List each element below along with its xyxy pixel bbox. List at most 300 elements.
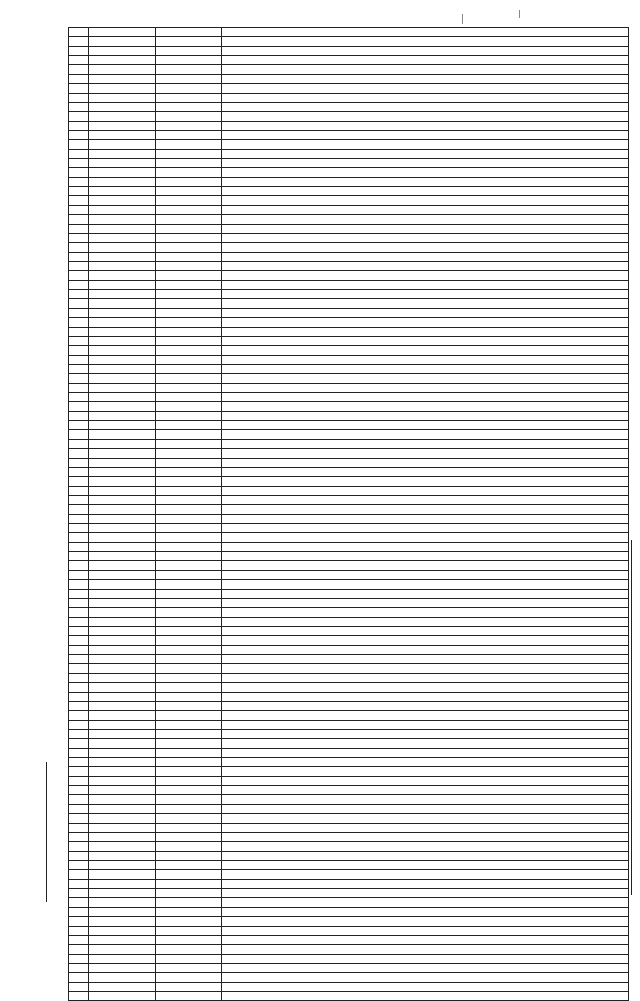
cadastral-number-cell <box>89 84 156 93</box>
cadastral-number-cell <box>156 252 222 261</box>
row-number-cell <box>69 860 89 869</box>
table-row <box>69 374 629 383</box>
cadastral-number-cell <box>156 739 222 748</box>
cadastral-number-cell <box>89 992 156 1001</box>
address-cell <box>222 598 629 607</box>
scan-edge-line <box>631 540 632 895</box>
row-number-cell <box>69 907 89 916</box>
cadastral-number-cell <box>89 720 156 729</box>
address-cell <box>222 860 629 869</box>
row-number-cell <box>69 842 89 851</box>
row-number-cell <box>69 617 89 626</box>
cadastral-number-cell <box>89 477 156 486</box>
row-number-cell <box>69 393 89 402</box>
cadastral-number-cell <box>156 907 222 916</box>
row-number-cell <box>69 112 89 121</box>
row-number-cell <box>69 870 89 879</box>
table-row <box>69 215 629 224</box>
row-number-cell <box>69 758 89 767</box>
address-cell <box>222 477 629 486</box>
cadastral-number-cell <box>89 851 156 860</box>
cadastral-number-cell <box>89 243 156 252</box>
row-number-cell <box>69 290 89 299</box>
row-number-cell <box>69 552 89 561</box>
address-cell <box>222 112 629 121</box>
table-row <box>69 655 629 664</box>
address-cell <box>222 233 629 242</box>
row-number-cell <box>69 168 89 177</box>
row-number-cell <box>69 720 89 729</box>
cadastral-number-cell <box>89 37 156 46</box>
address-cell <box>222 589 629 598</box>
row-number-cell <box>69 889 89 898</box>
table-row <box>69 608 629 617</box>
table-row <box>69 561 629 570</box>
row-number-cell <box>69 711 89 720</box>
row-number-cell <box>69 917 89 926</box>
cadastral-number-cell <box>156 149 222 158</box>
cadastral-number-cell <box>156 224 222 233</box>
cadastral-number-cell <box>89 842 156 851</box>
cadastral-number-cell <box>89 711 156 720</box>
row-number-cell <box>69 486 89 495</box>
cadastral-number-cell <box>89 290 156 299</box>
row-number-cell <box>69 935 89 944</box>
cadastral-number-cell <box>156 795 222 804</box>
address-cell <box>222 177 629 186</box>
cadastral-number-cell <box>89 168 156 177</box>
cadastral-number-cell <box>156 243 222 252</box>
cadastral-number-cell <box>89 56 156 65</box>
cadastral-number-cell <box>156 617 222 626</box>
table-row <box>69 514 629 523</box>
cadastral-number-cell <box>89 795 156 804</box>
address-cell <box>222 720 629 729</box>
cadastral-number-cell <box>156 711 222 720</box>
cadastral-number-cell <box>156 205 222 214</box>
table-row <box>69 786 629 795</box>
cadastral-number-cell <box>156 851 222 860</box>
row-number-cell <box>69 608 89 617</box>
cadastral-number-cell <box>156 945 222 954</box>
row-number-cell <box>69 421 89 430</box>
cadastral-number-cell <box>156 954 222 963</box>
row-number-cell <box>69 458 89 467</box>
cadastral-number-cell <box>156 383 222 392</box>
cadastral-number-cell <box>89 580 156 589</box>
address-cell <box>222 627 629 636</box>
cadastral-number-cell <box>89 346 156 355</box>
address-cell <box>222 889 629 898</box>
cadastral-number-cell <box>89 664 156 673</box>
address-cell <box>222 739 629 748</box>
table-row <box>69 552 629 561</box>
row-number-cell <box>69 187 89 196</box>
table-row <box>69 74 629 83</box>
table-row <box>69 205 629 214</box>
cadastral-number-cell <box>89 552 156 561</box>
cadastral-number-cell <box>156 196 222 205</box>
row-number-cell <box>69 299 89 308</box>
address-cell <box>222 374 629 383</box>
cadastral-number-cell <box>89 739 156 748</box>
table-row <box>69 935 629 944</box>
cadastral-number-cell <box>89 907 156 916</box>
row-number-cell <box>69 655 89 664</box>
scan-tick-mark <box>462 14 463 24</box>
address-cell <box>222 851 629 860</box>
cadastral-number-cell <box>156 430 222 439</box>
cadastral-number-cell <box>156 74 222 83</box>
table-row <box>69 963 629 972</box>
table-row <box>69 748 629 757</box>
address-cell <box>222 130 629 139</box>
row-number-cell <box>69 65 89 74</box>
cadastral-number-cell <box>89 655 156 664</box>
row-number-cell <box>69 561 89 570</box>
cadastral-number-cell <box>156 514 222 523</box>
table-row <box>69 776 629 785</box>
address-cell <box>222 561 629 570</box>
table-row <box>69 729 629 738</box>
row-number-cell <box>69 56 89 65</box>
cadastral-number-cell <box>156 130 222 139</box>
row-number-cell <box>69 701 89 710</box>
cadastral-number-cell <box>156 393 222 402</box>
cadastral-number-cell <box>89 355 156 364</box>
cadastral-number-cell <box>89 973 156 982</box>
cadastral-number-cell <box>89 187 156 196</box>
table-row <box>69 393 629 402</box>
cadastral-number-cell <box>89 814 156 823</box>
cadastral-number-cell <box>156 664 222 673</box>
address-cell <box>222 243 629 252</box>
cadastral-number-cell <box>156 673 222 682</box>
address-cell <box>222 655 629 664</box>
row-number-cell <box>69 252 89 261</box>
table-row <box>69 804 629 813</box>
address-cell <box>222 411 629 420</box>
address-cell <box>222 467 629 476</box>
address-cell <box>222 355 629 364</box>
cadastral-number-cell <box>156 636 222 645</box>
table-row <box>69 467 629 476</box>
cadastral-number-cell <box>156 37 222 46</box>
cadastral-number-cell <box>89 327 156 336</box>
table-row <box>69 683 629 692</box>
row-number-cell <box>69 93 89 102</box>
cadastral-number-cell <box>89 963 156 972</box>
cadastral-number-cell <box>156 533 222 542</box>
cadastral-number-cell <box>156 271 222 280</box>
row-number-cell <box>69 327 89 336</box>
cadastral-number-cell <box>156 318 222 327</box>
row-number-cell <box>69 149 89 158</box>
table-row <box>69 308 629 317</box>
cadastral-number-cell <box>89 870 156 879</box>
row-number-cell <box>69 945 89 954</box>
address-cell <box>222 308 629 317</box>
address-cell <box>222 542 629 551</box>
cadastral-number-cell <box>156 860 222 869</box>
row-number-cell <box>69 318 89 327</box>
table-row <box>69 430 629 439</box>
row-number-cell <box>69 74 89 83</box>
cadastral-number-cell <box>89 570 156 579</box>
cadastral-number-cell <box>156 46 222 55</box>
row-number-cell <box>69 243 89 252</box>
cadastral-number-cell <box>156 65 222 74</box>
address-cell <box>222 56 629 65</box>
row-number-cell <box>69 542 89 551</box>
row-number-cell <box>69 673 89 682</box>
row-number-cell <box>69 814 89 823</box>
row-number-cell <box>69 692 89 701</box>
cadastral-number-cell <box>156 486 222 495</box>
row-number-cell <box>69 533 89 542</box>
table-row <box>69 758 629 767</box>
table-row <box>69 411 629 420</box>
address-cell <box>222 982 629 991</box>
row-number-cell <box>69 879 89 888</box>
cadastral-number-cell <box>89 271 156 280</box>
cadastral-number-cell <box>89 495 156 504</box>
row-number-cell <box>69 795 89 804</box>
cadastral-number-cell <box>89 402 156 411</box>
address-cell <box>222 168 629 177</box>
cadastral-number-cell <box>156 233 222 242</box>
cadastral-number-cell <box>89 786 156 795</box>
table-row <box>69 252 629 261</box>
row-number-cell <box>69 954 89 963</box>
address-cell <box>222 945 629 954</box>
address-cell <box>222 280 629 289</box>
address-cell <box>222 149 629 158</box>
cadastral-number-cell <box>89 411 156 420</box>
address-cell <box>222 907 629 916</box>
cadastral-number-cell <box>156 346 222 355</box>
table-row <box>69 926 629 935</box>
cadastral-number-cell <box>156 28 222 37</box>
table-row <box>69 982 629 991</box>
address-cell <box>222 645 629 654</box>
cadastral-number-cell <box>156 823 222 832</box>
address-cell <box>222 224 629 233</box>
cadastral-number-cell <box>156 402 222 411</box>
address-cell <box>222 917 629 926</box>
row-number-cell <box>69 28 89 37</box>
address-cell <box>222 439 629 448</box>
row-number-cell <box>69 664 89 673</box>
table-row <box>69 524 629 533</box>
cadastral-number-cell <box>89 758 156 767</box>
table-row <box>69 739 629 748</box>
cadastral-number-cell <box>89 935 156 944</box>
address-cell <box>222 795 629 804</box>
row-number-cell <box>69 46 89 55</box>
cadastral-number-cell <box>156 112 222 121</box>
row-number-cell <box>69 130 89 139</box>
row-number-cell <box>69 832 89 841</box>
row-number-cell <box>69 627 89 636</box>
cadastral-number-cell <box>89 458 156 467</box>
row-number-cell <box>69 84 89 93</box>
cadastral-number-cell <box>89 533 156 542</box>
address-cell <box>222 346 629 355</box>
address-cell <box>222 187 629 196</box>
cadastral-number-cell <box>156 804 222 813</box>
cadastral-number-cell <box>156 449 222 458</box>
cadastral-number-cell <box>89 28 156 37</box>
cadastral-number-cell <box>89 121 156 130</box>
table-row <box>69 907 629 916</box>
address-cell <box>222 673 629 682</box>
cadastral-number-cell <box>89 261 156 270</box>
address-cell <box>222 580 629 589</box>
table-row <box>69 243 629 252</box>
cadastral-number-cell <box>156 926 222 935</box>
row-number-cell <box>69 589 89 598</box>
address-cell <box>222 570 629 579</box>
table-row <box>69 28 629 37</box>
cadastral-number-cell <box>156 159 222 168</box>
table-row <box>69 851 629 860</box>
row-number-cell <box>69 177 89 186</box>
address-cell <box>222 37 629 46</box>
table-row <box>69 299 629 308</box>
cadastral-number-cell <box>156 748 222 757</box>
cadastral-number-cell <box>89 776 156 785</box>
address-cell <box>222 776 629 785</box>
cadastral-number-cell <box>156 598 222 607</box>
registry-table-body <box>69 28 629 1001</box>
cadastral-number-cell <box>156 701 222 710</box>
row-number-cell <box>69 786 89 795</box>
cadastral-number-cell <box>156 580 222 589</box>
cadastral-number-cell <box>89 299 156 308</box>
address-cell <box>222 767 629 776</box>
cadastral-number-cell <box>156 542 222 551</box>
address-cell <box>222 963 629 972</box>
cadastral-number-cell <box>89 701 156 710</box>
table-row <box>69 458 629 467</box>
address-cell <box>222 533 629 542</box>
address-cell <box>222 832 629 841</box>
address-cell <box>222 898 629 907</box>
address-cell <box>222 617 629 626</box>
cadastral-number-cell <box>156 561 222 570</box>
row-number-cell <box>69 383 89 392</box>
cadastral-number-cell <box>89 224 156 233</box>
table-row <box>69 832 629 841</box>
address-cell <box>222 318 629 327</box>
address-cell <box>222 65 629 74</box>
table-row <box>69 954 629 963</box>
address-cell <box>222 402 629 411</box>
table-row <box>69 664 629 673</box>
address-cell <box>222 711 629 720</box>
cadastral-number-cell <box>156 870 222 879</box>
row-number-cell <box>69 121 89 130</box>
cadastral-number-cell <box>89 374 156 383</box>
table-row <box>69 860 629 869</box>
address-cell <box>222 729 629 738</box>
table-row <box>69 56 629 65</box>
table-row <box>69 140 629 149</box>
address-cell <box>222 102 629 111</box>
address-cell <box>222 514 629 523</box>
table-row <box>69 233 629 242</box>
row-number-cell <box>69 449 89 458</box>
cadastral-number-cell <box>89 439 156 448</box>
row-number-cell <box>69 233 89 242</box>
address-cell <box>222 870 629 879</box>
row-number-cell <box>69 505 89 514</box>
table-row <box>69 112 629 121</box>
cadastral-number-cell <box>156 374 222 383</box>
cadastral-number-cell <box>89 636 156 645</box>
cadastral-number-cell <box>89 308 156 317</box>
table-row <box>69 37 629 46</box>
cadastral-number-cell <box>156 140 222 149</box>
cadastral-number-cell <box>89 860 156 869</box>
cadastral-number-cell <box>89 112 156 121</box>
cadastral-number-cell <box>89 65 156 74</box>
address-cell <box>222 552 629 561</box>
cadastral-number-cell <box>156 767 222 776</box>
table-row <box>69 402 629 411</box>
row-number-cell <box>69 580 89 589</box>
table-row <box>69 84 629 93</box>
address-cell <box>222 842 629 851</box>
address-cell <box>222 252 629 261</box>
table-row <box>69 711 629 720</box>
cadastral-number-cell <box>156 355 222 364</box>
cadastral-number-cell <box>89 449 156 458</box>
row-number-cell <box>69 963 89 972</box>
cadastral-number-cell <box>89 140 156 149</box>
table-row <box>69 636 629 645</box>
cadastral-number-cell <box>156 692 222 701</box>
table-row <box>69 65 629 74</box>
cadastral-number-cell <box>156 421 222 430</box>
cadastral-number-cell <box>156 917 222 926</box>
table-row <box>69 992 629 1001</box>
row-number-cell <box>69 336 89 345</box>
row-number-cell <box>69 261 89 270</box>
row-number-cell <box>69 402 89 411</box>
row-number-cell <box>69 374 89 383</box>
address-cell <box>222 879 629 888</box>
row-number-cell <box>69 271 89 280</box>
cadastral-number-cell <box>89 889 156 898</box>
table-row <box>69 439 629 448</box>
address-cell <box>222 486 629 495</box>
address-cell <box>222 215 629 224</box>
cadastral-number-cell <box>89 393 156 402</box>
registry-table <box>68 27 629 1001</box>
cadastral-number-cell <box>156 364 222 373</box>
address-cell <box>222 383 629 392</box>
row-number-cell <box>69 926 89 935</box>
cadastral-number-cell <box>156 963 222 972</box>
address-cell <box>222 421 629 430</box>
address-cell <box>222 701 629 710</box>
cadastral-number-cell <box>156 439 222 448</box>
address-cell <box>222 327 629 336</box>
cadastral-number-cell <box>156 93 222 102</box>
table-row <box>69 336 629 345</box>
